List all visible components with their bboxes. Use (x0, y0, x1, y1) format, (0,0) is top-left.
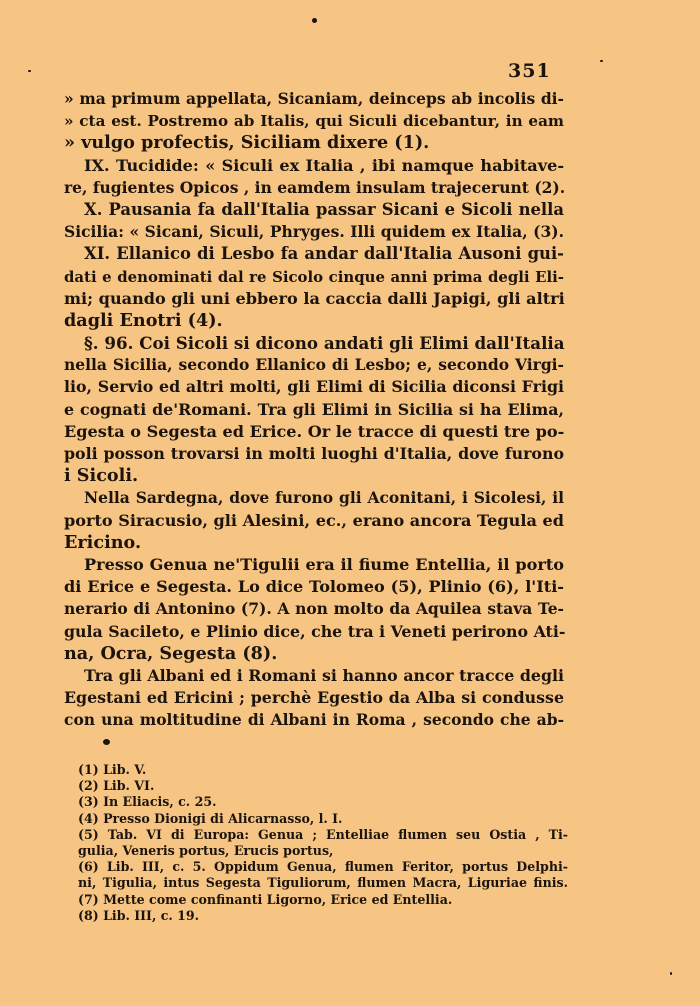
text-line: di Erice e Segesta. Lo dice Tolomeo (5), Plinio (6), l'Iti- (64, 577, 564, 597)
text-line: poli posson trovarsi in molti luoghi d'Italia, dove furono (64, 444, 564, 463)
text-line: dati e denominati dal re Sicolo cinque anni prima degli Eli- (64, 267, 564, 286)
text-line: mi; quando gli uni ebbero la caccia dalli Japigi, gli altri (64, 288, 565, 308)
text-line: lio, Servio ed altri molti, gli Elimi di Sicilia diconsi Frigi (64, 377, 564, 397)
footnote: (6) Lib. III, c. 5. Oppidum Genua, flumen Feritor, portus Delphi- (78, 859, 568, 875)
footnote-continuation: gulia, Veneris portus, Erucis portus, (78, 842, 334, 858)
footnote: (5) Tab. VI di Europa: Genua ; Entelliae flumen seu Ostia , Ti- (78, 826, 568, 842)
body-text (64, 88, 564, 731)
text-line: gula Sacileto, e Plinio dice, che tra i Veneti perirono Ati- (64, 621, 566, 641)
text-line: §. 96. Coi Sicoli si dicono andati gli Elimi dall'Italia (84, 333, 565, 354)
text-line: » cta est. Postremo ab Italis, qui Siculi dicebantur, in eam (64, 112, 564, 131)
scan-speck (28, 70, 31, 72)
text-line: dagli Enotri (4). (64, 309, 223, 331)
text-line: IX. Tucidide: « Siculi ex Italia , ibi namque habitave- (84, 155, 564, 175)
text-line: Tra gli Albani ed i Romani si hanno ancor tracce degli (84, 665, 564, 685)
text-line: Sicilia: « Sicani, Siculi, Phryges. Illi quidem ex Italia, (3). (64, 222, 564, 242)
text-line: nella Sicilia, secondo Ellanico di Lesbo; e, secondo Virgi- (64, 355, 564, 375)
footnote: (3) In Eliacis, c. 25. (78, 794, 217, 810)
footnote: (7) Mette come confinanti Ligorno, Erice ed Entellia. (78, 891, 453, 907)
text-line: re, fugientes Opicos , in eamdem insulam trajecerunt (2). (64, 177, 566, 197)
footnote: (8) Lib. III, c. 19. (78, 907, 200, 923)
footnote-continuation: ni, Tigulia, intus Segesta Tiguliorum, flumen Macra, Liguriae finis. (78, 875, 568, 891)
text-line: porto Siracusio, gli Alesini, ec., erano ancora Tegula ed (64, 510, 564, 530)
text-line: Nella Sardegna, dove furono gli Aconitani, i Sicolesi, il (84, 488, 564, 508)
footnote: (2) Lib. VI. (78, 778, 155, 794)
text-line: » vulgo profectis, Siciliam dixere (1). (64, 132, 430, 154)
text-line: e cognati de'Romani. Tra gli Elimi in Sicilia si ha Elima, (64, 399, 564, 419)
page-number: 351 (508, 60, 551, 82)
scan-speck (312, 18, 317, 23)
text-line: con una moltitudine di Albani in Roma , secondo che ab- (64, 710, 564, 730)
text-line: nerario di Antonino (7). A non molto da Aquilea stava Te- (64, 599, 564, 619)
footnote: (1) Lib. V. (78, 762, 147, 777)
scan-speck (670, 972, 672, 975)
text-line: Presso Genua ne'Tigulii era il fiume Entellia, il porto (84, 554, 564, 574)
footnotes (78, 762, 568, 924)
text-line: Egestani ed Ericini ; perchè Egestio da Alba si condusse (64, 688, 564, 708)
text-line: XI. Ellanico di Lesbo fa andar dall'Italia Ausoni gui- (84, 244, 564, 264)
text-line: Egesta o Segesta ed Erice. Or le tracce di questi tre po- (64, 421, 565, 441)
footnote: (4) Presso Dionigi di Alicarnasso, l. I. (78, 810, 343, 826)
scan-speck (103, 739, 110, 745)
text-line: i Sicoli. (64, 465, 139, 487)
text-line: X. Pausania fa dall'Italia passar Sicani e Sicoli nella (84, 199, 564, 219)
text-line: na, Ocra, Segesta (8). (64, 642, 278, 664)
scan-speck (600, 60, 603, 62)
text-line: » ma primum appellata, Sicaniam, deinceps ab incolis di- (64, 89, 564, 108)
text-line: Ericino. (64, 531, 142, 553)
